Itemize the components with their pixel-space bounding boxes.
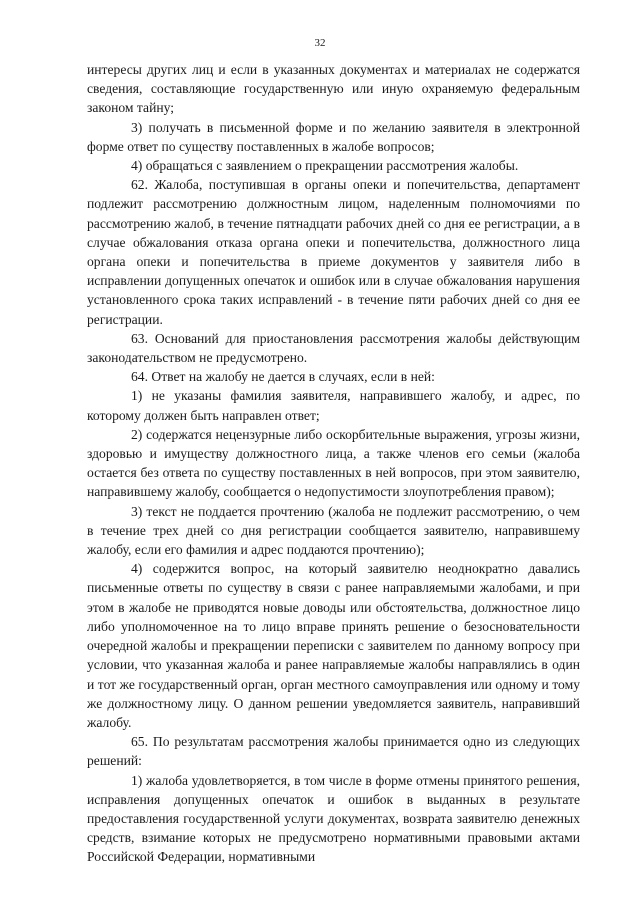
paragraph-65-item-1: 1) жалоба удовлетворяется, в том числе в форме отмены принятого решения, исправления допущенных опечаток и ошибок в выданных в результате предоставления государственной услуги документах, возврата заявителю денежных средств, взимание которых не предусмотрено нормативными правовыми актами Российской Федерации, нормативными xyxy=(87,772,580,865)
page-number: 32 xyxy=(314,37,326,49)
paragraph-65: 65. По результатам рассмотрения жалобы принимается одно из следующих решений: xyxy=(87,734,580,769)
paragraph-62: 62. Жалоба, поступившая в органы опеки и попечительства, департамент подлежит рассмотрению должностным лицом, наделенным полномочиями по рассмотрению жалоб, в течение пятнадцати рабочих дней со дня ее регистрации, а в случае обжалования отказа органа опеки и попечительства, должностного лица органа опеки и попечительства в приеме документов у заявителя либо в исправлении допущенных опечаток и ошибок или в случае обжалования нарушения установленного срока таких исправлений - в течение пяти рабочих дней со дня ее регистрации. xyxy=(87,177,580,327)
paragraph-continuation: интересы других лиц и если в указанных документах и материалах не содержатся сведения, составляющие государственную или иную охраняемую федеральным законом тайну; xyxy=(87,62,580,116)
paragraph-64-item-2: 2) содержатся нецензурные либо оскорбительные выражения, угрозы жизни, здоровью и имуществу должностного лица, а также членов его семьи (жалоба остается без ответа по существу поставленных в ней вопросов, при этом заявителю, направившему жалобу, сообщается о недопустимости злоупотребления правом); xyxy=(87,426,580,500)
paragraph-64-item-4: 4) содержится вопрос, на который заявителю неоднократно давались письменные ответы по существу в связи с ранее направляемыми жалобами, и при этом в жалобе не приводятся новые доводы или обстоятельства, должностное лицо либо уполномоченное на то лицо вправе принять решение о безосновательности очередной жалобы и прекращении переписки с заявителем по данному вопросу при условии, что указанная жалоба и ранее направляемые жалобы направлялись в один и тот же государственный орган, орган местного самоуправления или одному и тому же должностному лицу. О данном решении уведомляется заявитель, направивший жалобу. xyxy=(87,561,580,730)
paragraph-item-4: 4) обращаться с заявлением о прекращении рассмотрения жалобы. xyxy=(131,158,519,174)
paragraph-63: 63. Оснований для приостановления рассмотрения жалобы действующим законодательством не предусмотрено. xyxy=(87,330,580,366)
document-body xyxy=(87,60,580,867)
paragraph-64-item-1: 1) не указаны фамилия заявителя, направившего жалобу, и адрес, по которому должен быть направлен ответ; xyxy=(87,388,580,423)
paragraph-64-item-3: 3) текст не поддается прочтению (жалоба не подлежит рассмотрению, о чем в течение трех дней со дня регистрации сообщается заявителю, направившему жалобу, если его фамилия и адрес поддаются прочтению); xyxy=(87,503,580,558)
paragraph-64: 64. Ответ на жалобу не дается в случаях, если в ней: xyxy=(131,369,435,385)
paragraph-item-3: 3) получать в письменной форме и по желанию заявителя в электронной форме ответ по существу поставленных в жалобе вопросов; xyxy=(87,119,580,154)
